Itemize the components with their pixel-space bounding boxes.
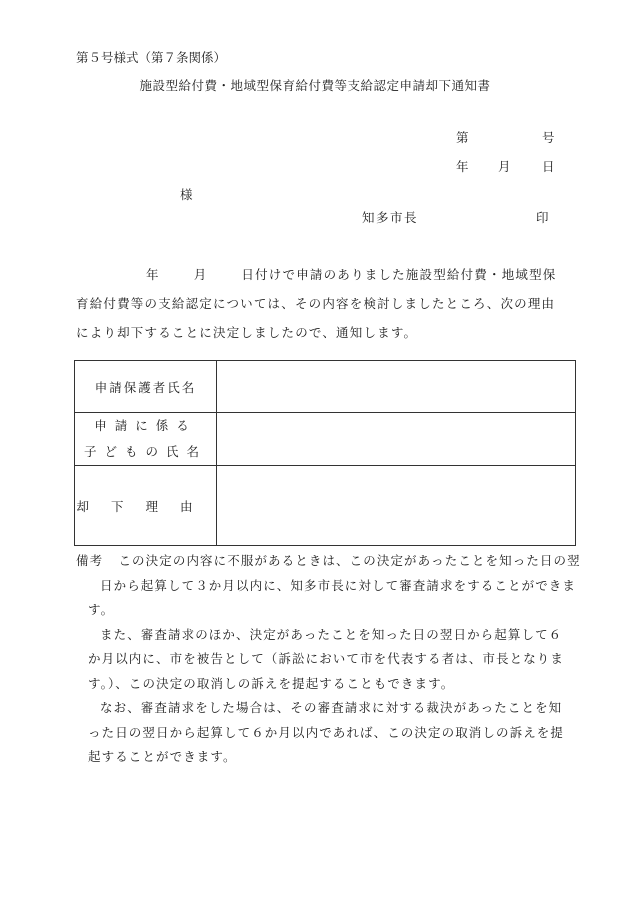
addressee-honorific: 様 <box>180 187 193 202</box>
remarks-p3-line1: なお、審査請求をした場合は、その審査請求に対する裁決があったことを知 <box>100 700 563 715</box>
rejection-reason-label-text: 却下理由 <box>76 498 215 514</box>
rejection-details-table <box>74 360 576 546</box>
body-line-2: 育給付費等の支給認定については、その内容を検討しましたところ、次の理由 <box>76 296 556 311</box>
table-row <box>75 466 576 546</box>
body-line1-text: 日付けで申請のありました施設型給付費・地域型保 <box>241 267 557 282</box>
date-month-label: 月 <box>498 159 511 174</box>
guardian-name-label-text: 申請保護者氏名 <box>94 379 197 395</box>
remarks-heading: 備考 <box>76 553 104 568</box>
remarks-p2-line3: す。）、この決定の取消しの訴えを提起することもできます。 <box>88 675 455 691</box>
rejection-reason-field[interactable] <box>217 466 576 546</box>
child-name-field[interactable] <box>217 413 576 466</box>
table-row <box>75 413 576 466</box>
document-number-suffix: 号 <box>542 130 555 145</box>
remarks-p2-line1: また、審査請求のほか、決定があったことを知った日の翌日から起算して６ <box>100 626 563 642</box>
document-number-prefix: 第 <box>456 130 469 145</box>
remarks-p1-line1: この決定の内容に不服があるときは、この決定があったことを知った日の翌 <box>118 553 581 568</box>
body-year: 年 <box>146 267 160 282</box>
issuer-name: 知多市長 <box>362 210 419 225</box>
date-day-label: 日 <box>542 159 555 174</box>
body-line-1 <box>76 260 582 289</box>
date-year-label: 年 <box>456 159 469 174</box>
remarks-p2-line2: か月以内に、市を被告として（訴訟において市を代表する者は、市長となりま <box>88 651 565 666</box>
body-month: 月 <box>193 267 208 282</box>
table-row <box>75 361 576 413</box>
rejection-reason-label <box>75 466 217 546</box>
remarks-section <box>76 549 586 770</box>
remarks-p3-line2: った日の翌日から起算して６か月以内であれば、この決定の取消しの訴えを提 <box>88 724 565 740</box>
child-name-label <box>75 413 217 466</box>
remarks-p1-line3: す。 <box>88 602 115 617</box>
body-paragraph <box>76 260 582 347</box>
form-number: 第５号様式（第７条関係） <box>76 50 227 65</box>
remarks-p1-line2: 日から起算して３か月以内に、知多市長に対して審査請求をすることができま <box>100 577 577 593</box>
remarks-p3-line3: 起することができます。 <box>88 749 237 764</box>
child-name-label-line2: 子どもの氏名 <box>83 444 207 459</box>
guardian-name-field[interactable] <box>217 361 576 413</box>
child-name-label-line1: 申請に係る <box>94 418 197 433</box>
document-title: 施設型給付費・地域型保育給付費等支給認定申請却下通知書 <box>139 78 491 93</box>
guardian-name-label <box>75 361 217 413</box>
remarks-line <box>76 549 586 574</box>
seal-mark: 印 <box>536 210 549 225</box>
body-line-3: により却下することに決定しましたので、通知します。 <box>76 325 418 340</box>
